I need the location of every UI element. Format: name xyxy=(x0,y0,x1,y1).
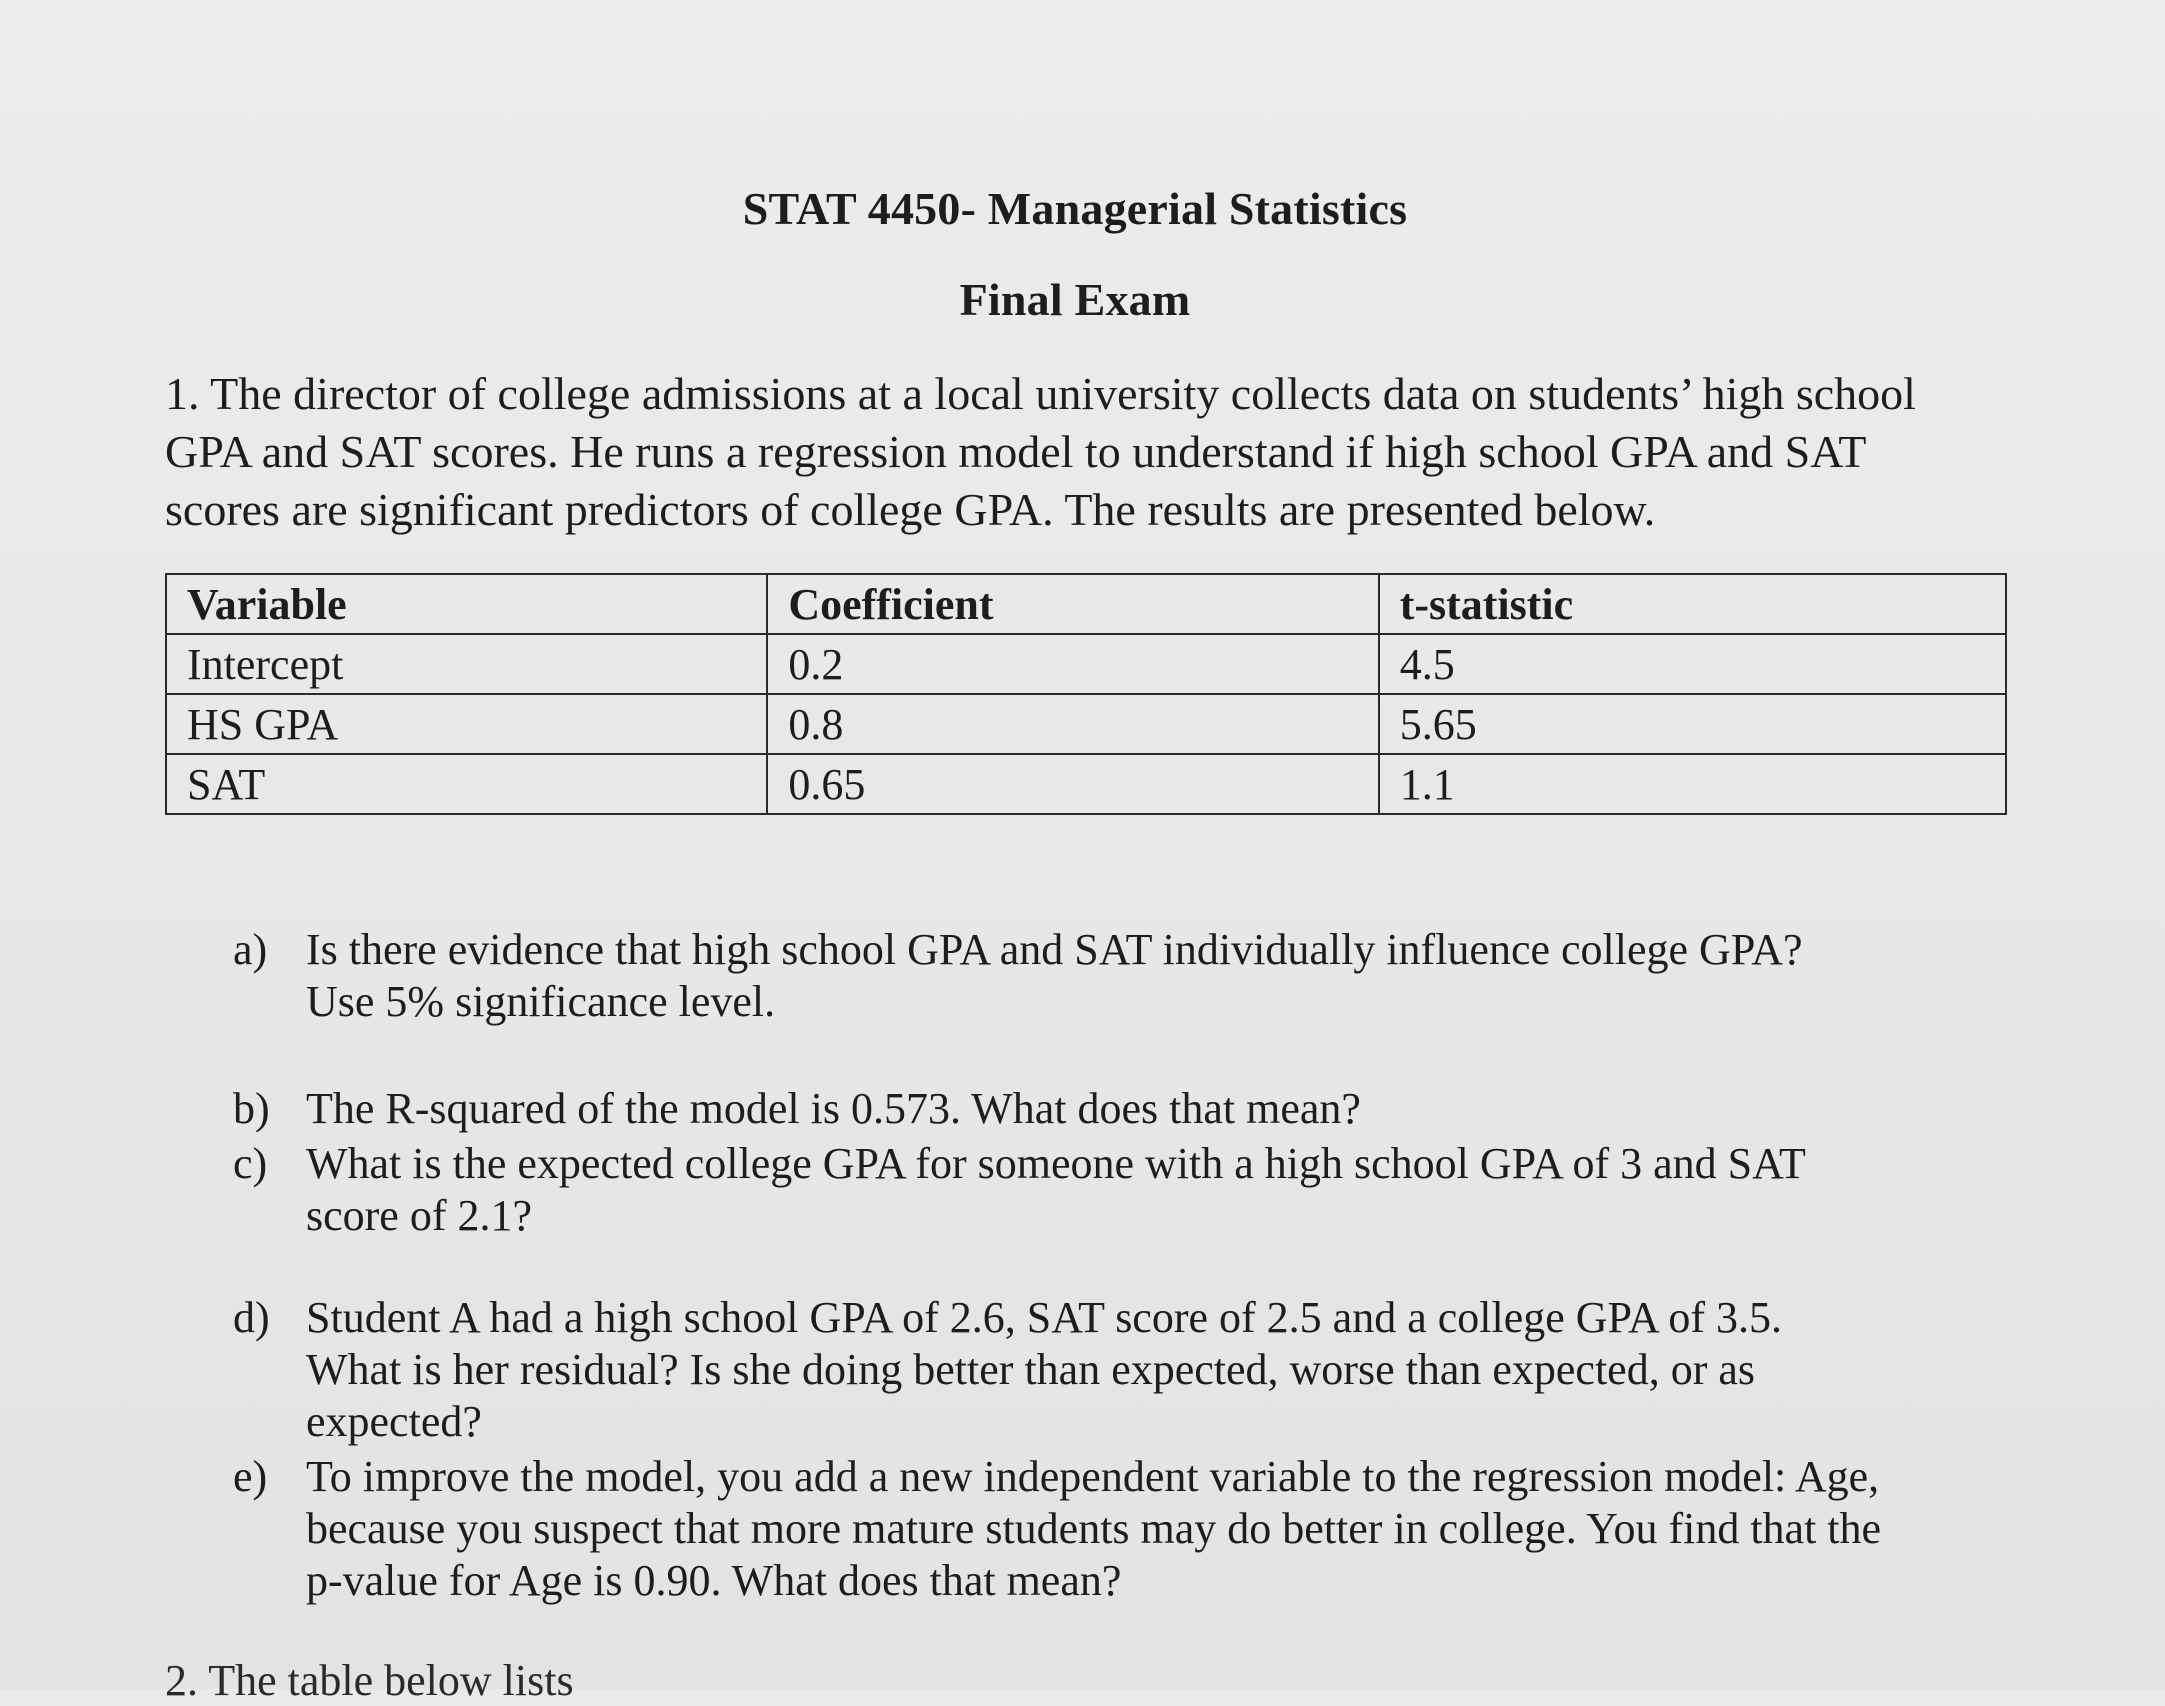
table-header-row xyxy=(166,574,2006,634)
table-row xyxy=(166,634,2006,694)
part-letter: e) xyxy=(233,1452,268,1501)
part-line: p-value for Age is 0.90. What does that mean? xyxy=(306,1556,1122,1605)
table-cell: 0.65 xyxy=(767,754,1378,814)
question-part-c xyxy=(233,1138,1806,1242)
part-letter: b) xyxy=(233,1084,270,1133)
part-line: score of 2.1? xyxy=(306,1191,533,1240)
part-line: expected? xyxy=(306,1397,482,1446)
table-cell: 4.5 xyxy=(1379,634,2006,694)
regression-results-table xyxy=(165,573,2007,815)
part-letter: a) xyxy=(233,925,268,974)
part-line: Student A had a high school GPA of 2.6, SAT score of 2.5 and a college GPA of 3.5. xyxy=(306,1293,1782,1342)
table-cell: HS GPA xyxy=(166,694,767,754)
question-part-b xyxy=(233,1083,1361,1135)
question-part-d xyxy=(233,1292,1782,1448)
table-cell: 5.65 xyxy=(1379,694,2006,754)
table-row xyxy=(166,694,2006,754)
column-header-variable: Variable xyxy=(166,574,767,634)
table-cell: 0.2 xyxy=(767,634,1378,694)
part-line: To improve the model, you add a new independent variable to the regression model: Age, xyxy=(306,1452,1880,1501)
question-1-prompt xyxy=(165,365,2005,539)
table-cell: Intercept xyxy=(166,634,767,694)
part-line: What is her residual? Is she doing better than expected, worse than expected, or as xyxy=(306,1345,1756,1394)
question-1-line: GPA and SAT scores. He runs a regression model to understand if high school GPA and SAT xyxy=(165,426,1867,477)
part-letter: d) xyxy=(233,1293,270,1342)
column-header-t-statistic: t-statistic xyxy=(1379,574,2006,634)
column-header-coefficient: Coefficient xyxy=(767,574,1378,634)
exam-subtitle: Final Exam xyxy=(959,274,1191,325)
part-line: Use 5% significance level. xyxy=(306,977,776,1026)
part-letter: c) xyxy=(233,1139,268,1188)
exam-title: STAT 4450- Managerial Statistics xyxy=(742,183,1408,234)
part-line: because you suspect that more mature students may do better in college. You find that the xyxy=(306,1504,1882,1553)
table-cell: 0.8 xyxy=(767,694,1378,754)
question-part-a xyxy=(233,924,1803,1028)
question-part-e xyxy=(233,1451,1881,1607)
table-cell: SAT xyxy=(166,754,767,814)
next-question-fragment: 2. The table below lists xyxy=(165,1656,574,1705)
part-line: Is there evidence that high school GPA and SAT individually influence college GPA? xyxy=(306,925,1803,974)
part-line: What is the expected college GPA for someone with a high school GPA of 3 and SAT xyxy=(306,1139,1806,1188)
question-1-line: 1. The director of college admissions at a local university collects data on students’ high school xyxy=(165,368,1916,419)
table-row xyxy=(166,754,2006,814)
question-1-line: scores are significant predictors of college GPA. The results are presented below. xyxy=(165,484,1656,535)
part-line: The R-squared of the model is 0.573. What does that mean? xyxy=(306,1084,1361,1133)
table-cell: 1.1 xyxy=(1379,754,2006,814)
